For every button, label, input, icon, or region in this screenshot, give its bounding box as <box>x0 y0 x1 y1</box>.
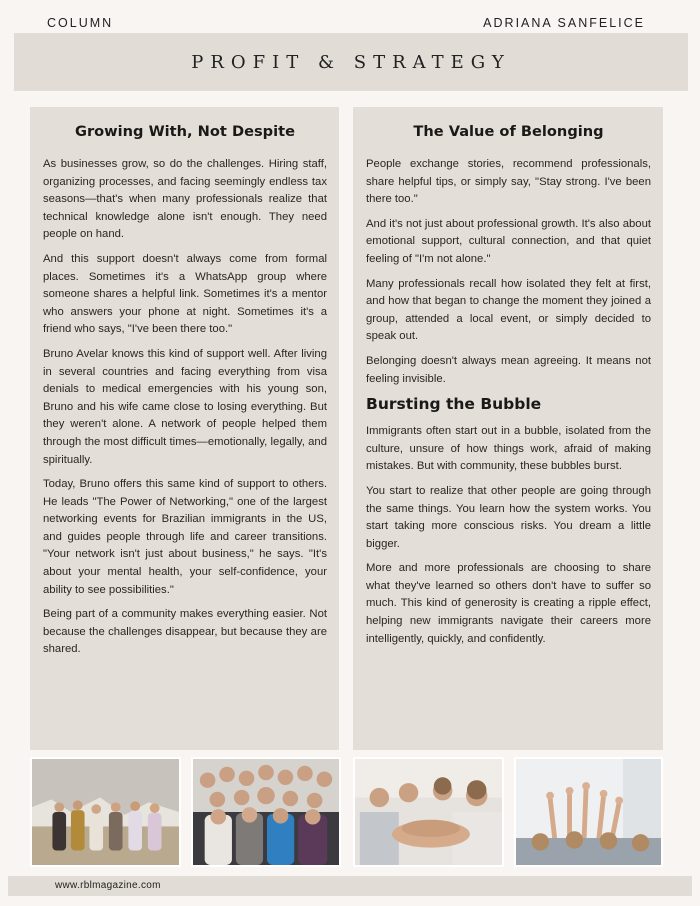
paragraph: Immigrants often start out in a bubble, isolated from the culture, unsure of how things work, afraid of making mistakes. But with community, these bubbles burst. <box>366 425 651 473</box>
photo-large-group <box>191 757 341 867</box>
section-banner <box>14 33 688 91</box>
section-label: COLUMN <box>47 16 114 30</box>
paragraph: As businesses grow, so do the challenges. Hiring staff, organizing processes, and facing seemingly endless tax seasons—that's when many professionals realize that technical knowledge alone isn't enough. They need people on hand. <box>43 158 327 241</box>
right-subheading: Bursting the Bubble <box>366 395 542 414</box>
paragraph: You start to realize that other people are going through the same things. You learn how the system works. You start taking more conscious risks. You dream a little bigger. <box>366 484 651 550</box>
paragraph: Today, Bruno offers this same kind of support to others. He leads "The Power of Networking," one of the largest networking events for Brazilian immigrants in the US, and guides people through life and career transitions. "Your network isn't just about business," he says. "It's about your mental health, your self-confidence, your ability to see possibilities." <box>43 478 327 596</box>
paragraph: More and more professionals are choosing to share what they've learned so others don't have to suffer so much. This kind of generosity is creating a ripple effect, helping new immigrants navigate their careers more intelligently, quickly, and confidently. <box>366 562 651 645</box>
author-name: ADRIANA SANFELICE <box>483 16 645 30</box>
paragraph: Being part of a community makes everything easier. Not because the challenges disappear, but because they are shared. <box>43 608 327 656</box>
photo-women-group <box>30 757 181 867</box>
paragraph: Bruno Avelar knows this kind of support well. After living in several countries and facing everything from visa denials to medical emergencies with his young son, Bruno and his wife came close to losing everything. But they weren't alone. A network of people helped them through the most difficult times—emotionally, legally, and spiritually. <box>43 347 327 466</box>
paragraph: People exchange stories, recommend professionals, share helpful tips, or simply say, "Stay strong. I've been there too." <box>366 158 651 206</box>
left-article-panel <box>30 107 339 750</box>
photo-hands-stacked <box>353 757 504 867</box>
paragraph: And this support doesn't always come from formal places. Sometimes it's a WhatsApp group where someone shares a helpful link. Sometimes it's a mentor who answers your phone at night. Sometimes it's a friend who says, "I've been there too." <box>43 252 327 336</box>
right-heading: The Value of Belonging <box>413 123 604 140</box>
footer-url[interactable]: www.rblmagazine.com <box>55 880 161 891</box>
right-article-panel <box>353 107 663 750</box>
banner-title: PROFIT & STRATEGY <box>191 51 511 73</box>
left-heading: Growing With, Not Despite <box>74 123 295 140</box>
paragraph: Many professionals recall how isolated they felt at first, and how that began to change the moment they joined a group, attended a local event, or simply decided to speak out. <box>366 277 651 343</box>
paragraph: And it's not just about professional growth. It's also about emotional support, cultural connection, and that quiet feeling of "I'm not alone." <box>366 217 651 265</box>
paragraph: Belonging doesn't always mean agreeing. It means not feeling invisible. <box>366 354 651 385</box>
photo-raised-hands <box>514 757 663 867</box>
